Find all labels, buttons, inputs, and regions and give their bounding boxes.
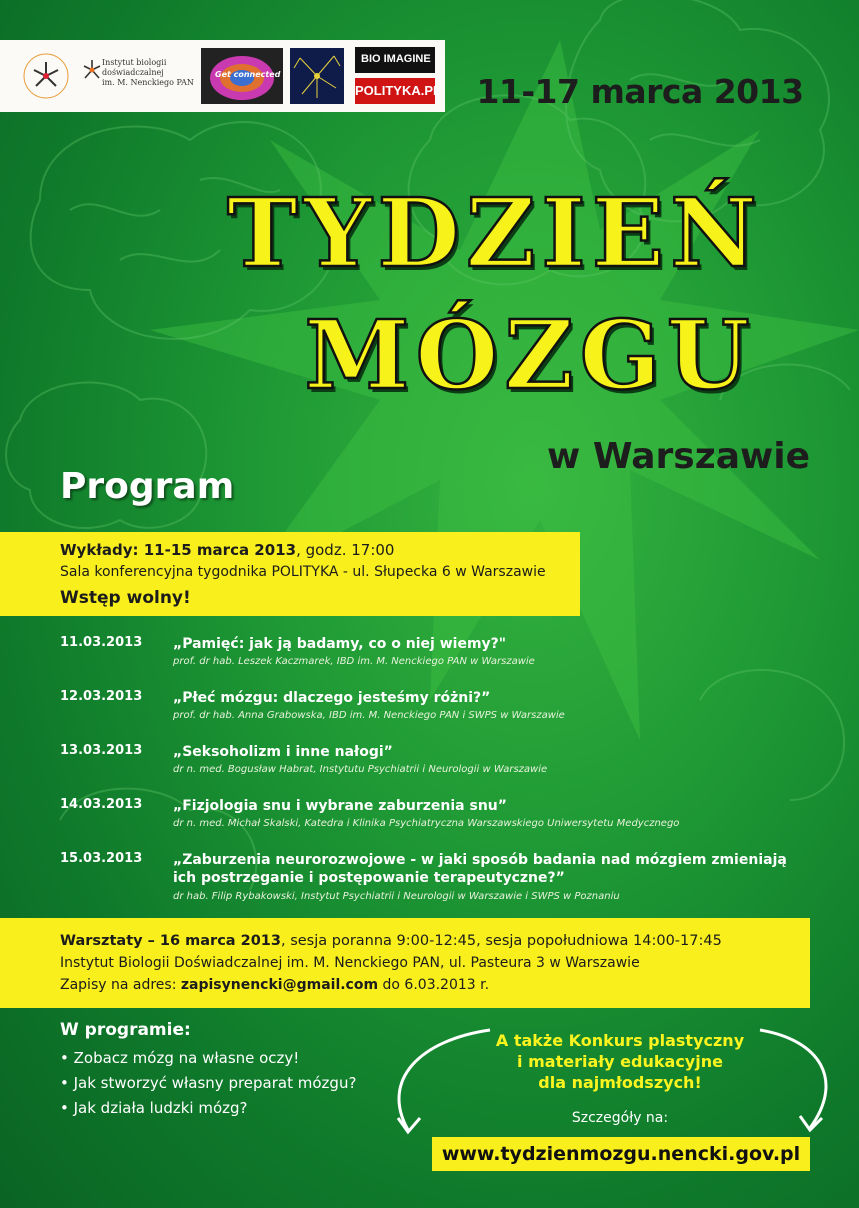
institute-name: Instytut biologii doświadczalnej [102,58,167,77]
lecture-title-line-2: ich postrzeganie i postępowanie terapeutyczne?” [173,870,565,886]
lectures-label: Wykłady: 11-15 marca 2013 [60,541,297,559]
lectures-info-box [0,532,580,616]
lecture-title: „Płeć mózgu: dlaczego jesteśmy różni?” [173,690,491,706]
event-dates: 11-17 marca 2013 [476,72,804,111]
lecture-title: „Pamięć: jak ją badamy, co o niej wiemy?" [173,636,507,652]
lecture-date: 15.03.2013 [60,851,143,866]
ibd-logo [14,48,78,104]
signup-deadline: do 6.03.2013 r. [378,977,490,993]
workshops-label: Warsztaty – 16 marca 2013 [60,933,281,949]
lecture-title: „Fizjologia snu i wybrane zaburzenia snu” [173,798,507,814]
lecture-date: 13.03.2013 [60,743,143,758]
program-heading: Program [60,466,235,507]
website-url-box [432,1137,810,1171]
lectures-time: , godz. 17:00 [296,541,395,559]
signup-prefix: Zapisy na adres: [60,977,181,993]
neuron-icon [82,58,102,82]
contest-announcement [470,1030,770,1093]
in-program-item: • Zobacz mózg na własne oczy! [60,1049,300,1067]
lecture-date: 11.03.2013 [60,635,143,650]
title-line-1: TYDZIEŃ [227,178,763,289]
lecture-speaker: dr n. med. Bogusław Habrat, Instytutu Psychiatrii i Neurologii w Warszawie [173,764,548,775]
contest-line-1: A także Konkurs plastyczny [495,1031,745,1050]
lecture-speaker: prof. dr hab. Anna Grabowska, IBD im. M. Nenckiego PAN i SWPS w Warszawie [173,710,565,721]
lecture-speaker: dr hab. Filip Rybakowski, Instytut Psychiatrii i Neurologii w Warszawie i SWPS w Poznaniu [173,891,620,902]
website-url-link[interactable]: www.tydzienmozgu.nencki.gov.pl [441,1143,801,1165]
workshops-info-box [0,918,810,1008]
institute-sub: im. M. Nenckiego PAN [102,78,194,87]
in-program-heading: W programie: [60,1020,191,1040]
bio-imagine-logo: BIO IMAGINE [355,47,435,73]
free-entry: Wstęp wolny! [60,588,191,608]
signup-email[interactable]: zapisynencki@gmail.com [180,977,379,993]
subtitle: w Warszawie [547,436,810,477]
title-line-2: MÓZGU [304,300,756,411]
sponsor-logo-strip [0,40,445,112]
in-program-item: • Jak działa ludzki mózg? [60,1099,248,1117]
contest-line-3: dla najmłodszych! [538,1073,702,1092]
get-connected-text: Get connected [215,70,281,79]
details-label: Szczegóły na: [571,1110,669,1126]
lecture-date: 12.03.2013 [60,689,143,704]
neuron-star-icon [14,48,78,104]
lecture-title: „Zaburzenia neurorozwojowe - w jaki sposób badania nad mózgiem zmieniają [173,852,787,868]
lectures-venue: Sala konferencyjna tygodnika POLITYKA - ul. Słupecka 6 w Warszawie [60,564,546,580]
lecture-speaker: prof. dr hab. Leszek Kaczmarek, IBD im. M. Nenckiego PAN w Warszawie [173,656,535,667]
lecture-date: 14.03.2013 [60,797,143,812]
workshops-venue: Instytut Biologii Doświadczalnej im. M. Nenckiego PAN, ul. Pasteura 3 w Warszawie [60,955,640,971]
workshops-sessions: , sesja poranna 9:00-12:45, sesja popołudniowa 14:00-17:45 [280,933,722,949]
brain-awareness-logo [201,48,283,104]
lecture-speaker: dr n. med. Michał Skalski, Katedra i Klinika Psychiatryczna Warszawskiego Uniwersytetu Medycznego [173,818,680,829]
neuron-network-icon [290,48,344,104]
polityka-logo: POLITYKA.PL [355,78,435,104]
institute-logo [82,50,194,100]
in-program-item: • Jak stworzyć własny preparat mózgu? [60,1074,357,1092]
contest-line-2: i materiały edukacyjne [517,1052,723,1071]
lecture-title: „Seksoholizm i inne nałogi” [173,744,393,760]
neuron-network-logo [290,48,344,104]
